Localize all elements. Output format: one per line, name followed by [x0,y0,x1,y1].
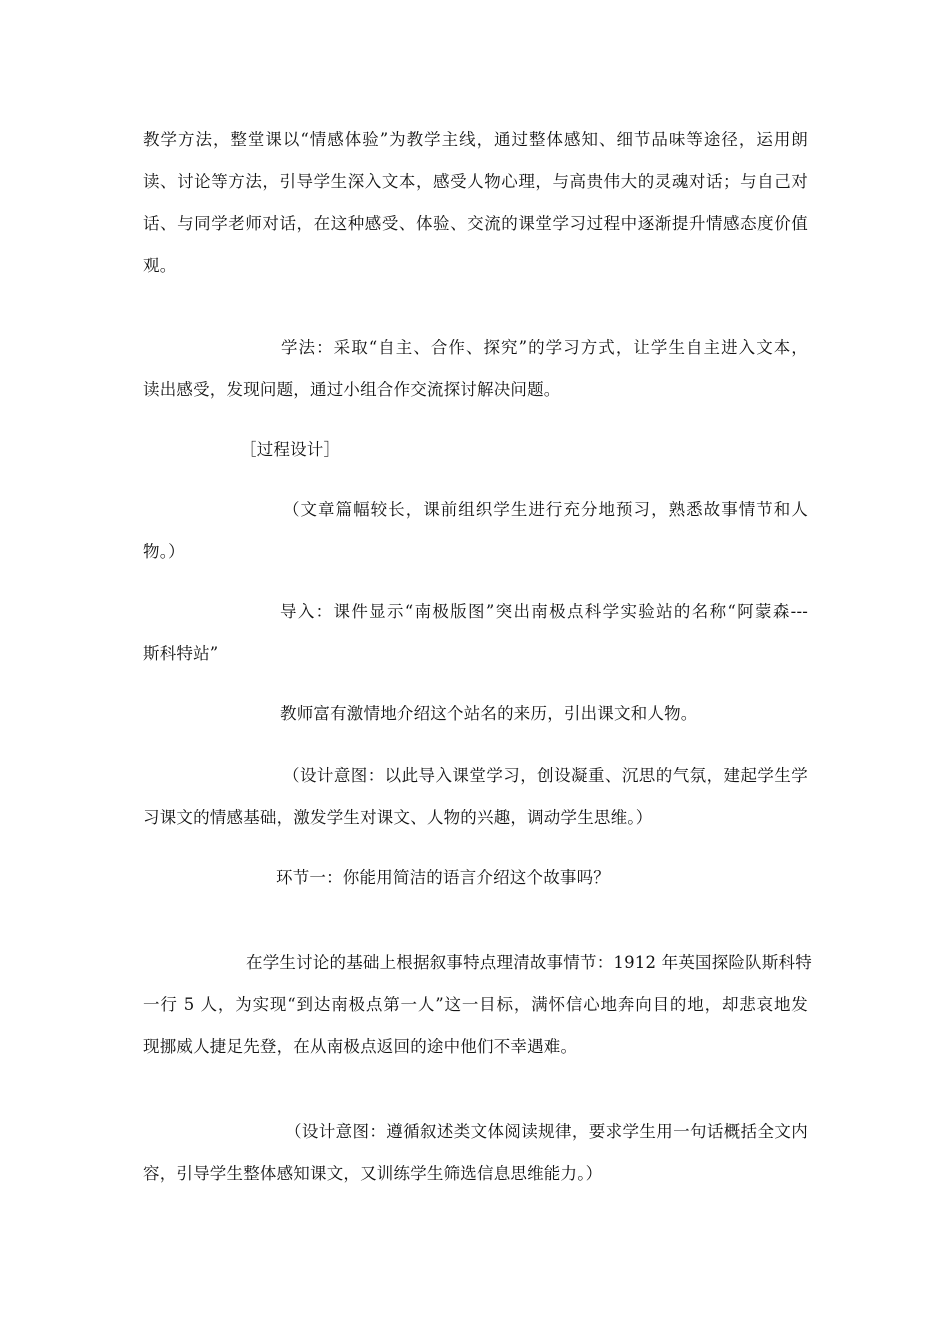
text-line: 话、与同学老师对话，在这种感受、体验、交流的课堂学习过程中逐渐提升情感态度价值 [143,214,808,233]
text-line: 教学方法，整堂课以“情感体验”为教学主线，通过整体感知、细节品味等途径，运用朗 [143,130,808,149]
text-line: （设计意图：遵循叙述类文体阅读规律，要求学生用一句话概括全文内 [285,1122,808,1141]
text-line: 环节一：你能用简洁的语言介绍这个故事吗？ [276,868,610,887]
text-line: 导入：课件显示“南极版图”突出南极点科学实验站的名称“阿蒙森--- [280,602,808,621]
text-line: 读、讨论等方法，引导学生深入文本，感受人物心理，与高贵伟大的灵魂对话；与自己对 [143,172,808,191]
text-line: 习课文的情感基础，激发学生对课文、人物的兴趣，调动学生思维。） [143,808,653,827]
text-line: 读出感受，发现问题，通过小组合作交流探讨解决问题。 [143,380,561,399]
text-line: 学法：采取“自主、合作、探究”的学习方式，让学生自主进入文本， [281,338,808,357]
text-line: （设计意图：以此导入课堂学习，创设凝重、沉思的气氛，建起学生学 [283,766,808,785]
text-line: 在学生讨论的基础上根据叙事特点理清故事情节：1912 年英国探险队斯科特 [246,953,812,972]
section-heading: ［过程设计］ [240,440,341,459]
text-line: 一行 5 人，为实现“到达南极点第一人”这一目标，满怀信心地奔向目的地，却悲哀地发 [143,995,808,1014]
text-line: 斯科特站” [143,644,219,663]
text-line: 观。 [143,256,177,275]
text-line: 物。） [143,542,185,561]
text-line: 现挪威人捷足先登，在从南极点返回的途中他们不幸遇难。 [143,1037,578,1056]
text-line: 容，引导学生整体感知课文，又训练学生筛选信息思维能力。） [143,1164,603,1183]
text-line: （文章篇幅较长，课前组织学生进行充分地预习，熟悉故事情节和人 [283,500,808,519]
text-line: 教师富有激情地介绍这个站名的来历，引出课文和人物。 [280,704,698,723]
